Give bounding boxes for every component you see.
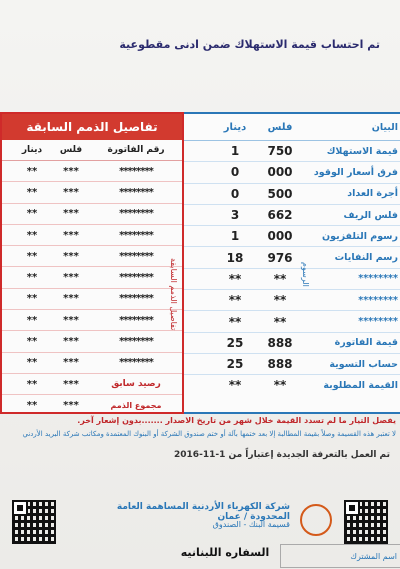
company-logo-icon [300, 504, 332, 536]
table-row [182, 269, 400, 290]
previous-dues-table [0, 112, 184, 414]
payment-note: لا تعتبر هذه القسيمة وصلاً بقيمة المطالبة إلا بعد ختمها بآلة أو ختم صندوق الشركة أو البنوك المعتمدة ومكاتب شركة البريد الأردني [22, 430, 396, 438]
table-row [182, 333, 400, 354]
row-dinar: ** [26, 357, 38, 369]
row-dinar: ** [26, 165, 38, 177]
qr-code-right [344, 500, 388, 544]
row-label: فلس الريف [343, 209, 398, 221]
row-invoice: ******** [119, 229, 153, 241]
row-invoice: ******** [119, 250, 153, 262]
header-dinar: دينار [223, 121, 247, 133]
table-row [182, 247, 400, 268]
row-dinar: ** [26, 208, 38, 220]
subscriber-label: اسم المشترك [350, 551, 397, 561]
fees-vertical-label: الرسوم [301, 261, 310, 287]
subscriber-box [280, 544, 400, 568]
row-fils: ** [273, 314, 287, 329]
row-dinar: 18 [226, 250, 244, 265]
row-dinar: 3 [230, 208, 240, 223]
row-invoice: ******** [119, 165, 153, 177]
row-fils: ** [273, 378, 287, 393]
table-row [182, 184, 400, 205]
row-label: أجرة العداد [347, 188, 398, 200]
row-dinar: ** [26, 272, 38, 284]
row-fils: *** [63, 399, 79, 411]
row-dinar: 25 [226, 335, 244, 350]
table-row [2, 331, 182, 352]
row-dinar: ** [26, 399, 38, 411]
table-row [182, 375, 400, 395]
table-row [2, 267, 182, 288]
row-dinar: ** [26, 229, 38, 241]
row-dinar: ** [26, 186, 38, 198]
row-label: فرق أسعار الوقود [313, 166, 398, 178]
row-fils: ** [273, 293, 287, 308]
table-row [2, 395, 182, 415]
row-invoice: ******** [119, 357, 153, 369]
row-dinar: ** [228, 271, 242, 286]
row-invoice: ******** [119, 293, 153, 305]
row-label: ******** [358, 294, 398, 306]
row-fils: 662 [267, 208, 293, 223]
row-dinar: ** [26, 378, 38, 390]
disconnection-warning: يفصل التيار ما لم تسدد القيمة خلال شهر من تاريخ الاصدار .......بدون إشعار آخر. [77, 416, 396, 425]
header-label: البيان [371, 121, 398, 133]
table-row [182, 162, 400, 183]
row-invoice: ******** [119, 272, 153, 284]
row-dinar: 25 [226, 357, 244, 372]
row-label: رسوم التلفزيون [322, 230, 398, 242]
previous-dues-header [2, 140, 182, 161]
row-dinar: ** [228, 314, 242, 329]
previous-dues-vertical-label: تفاصيل الذمم السابقة [169, 257, 178, 331]
row-label: قيمة الاستهلاك [326, 145, 398, 157]
table-row [182, 141, 400, 162]
table-row [2, 289, 182, 310]
table-row [2, 204, 182, 225]
row-dinar: 1 [230, 144, 240, 159]
row-fils: *** [63, 229, 79, 241]
row-dinar: ** [26, 336, 38, 348]
row-fils: *** [63, 208, 79, 220]
row-fils: *** [63, 314, 79, 326]
row-dinar: 0 [230, 186, 240, 201]
row-fils: *** [63, 272, 79, 284]
table-row [2, 225, 182, 246]
row-dinar: ** [26, 314, 38, 326]
row-fils: *** [63, 378, 79, 390]
row-label: ******** [358, 316, 398, 328]
previous-dues-title: تفاصيل الذمم السابقة [2, 114, 182, 140]
row-dinar: ** [228, 293, 242, 308]
table-row [2, 246, 182, 267]
charges-table [180, 112, 400, 414]
consumption-note: تم احتساب قيمة الاستهلاك ضمن ادنى مقطوعية [119, 38, 380, 51]
row-dinar: ** [26, 293, 38, 305]
table-row [182, 290, 400, 311]
row-fils: 000 [267, 229, 293, 244]
row-label: ******** [358, 273, 398, 285]
header-invoice: رقم الفاتورة [107, 145, 165, 155]
row-label: حساب التسوية [329, 358, 398, 370]
table-row [2, 182, 182, 203]
row-fils: ** [273, 271, 287, 286]
row-fils: *** [63, 186, 79, 198]
row-fils: *** [63, 293, 79, 305]
header-dinar: دينار [21, 145, 43, 155]
row-invoice: ******** [119, 186, 153, 198]
row-fils: 888 [267, 357, 293, 372]
row-invoice: رصيد سابق [111, 379, 161, 390]
row-fils: *** [63, 357, 79, 369]
table-row [182, 311, 400, 332]
row-fils: 976 [267, 250, 293, 265]
row-invoice: ******** [119, 336, 153, 348]
row-dinar: 1 [230, 229, 240, 244]
row-fils: 888 [267, 335, 293, 350]
row-fils: 000 [267, 165, 293, 180]
charges-header [182, 114, 400, 141]
bank-slip-label: قسيمة البنك - الصندوق [212, 520, 290, 529]
company-name: شركة الكهرباء الأردنية المساهمة العامة المحدودة / عمان [116, 502, 290, 522]
row-label: رسم النفايات [334, 252, 398, 264]
row-invoice: مجموع الذمم [110, 400, 162, 410]
table-row [2, 374, 182, 395]
row-dinar: 0 [230, 165, 240, 180]
row-fils: 500 [267, 186, 293, 201]
table-row [2, 161, 182, 182]
header-fils: فلس [59, 145, 83, 155]
row-invoice: ******** [119, 208, 153, 220]
row-dinar: ** [26, 250, 38, 262]
table-row [182, 354, 400, 375]
row-fils: *** [63, 165, 79, 177]
table-row [2, 353, 182, 374]
tariff-note: تم العمل بالتعرفة الجديدة إعتباراً من 1-11-2016 [174, 450, 390, 460]
table-row [182, 205, 400, 226]
table-row [182, 226, 400, 247]
row-fils: *** [63, 336, 79, 348]
row-fils: *** [63, 250, 79, 262]
qr-code-left [12, 500, 56, 544]
row-label: القيمة المطلوبة [323, 379, 398, 391]
header-fils: فلس [267, 121, 293, 133]
row-invoice: ******** [119, 314, 153, 326]
row-dinar: ** [228, 378, 242, 393]
subscriber-name: السفاره اللبنانيه [180, 546, 270, 559]
row-label: قيمة الفاتورة [334, 337, 398, 349]
row-fils: 750 [267, 144, 293, 159]
table-row [2, 310, 182, 331]
